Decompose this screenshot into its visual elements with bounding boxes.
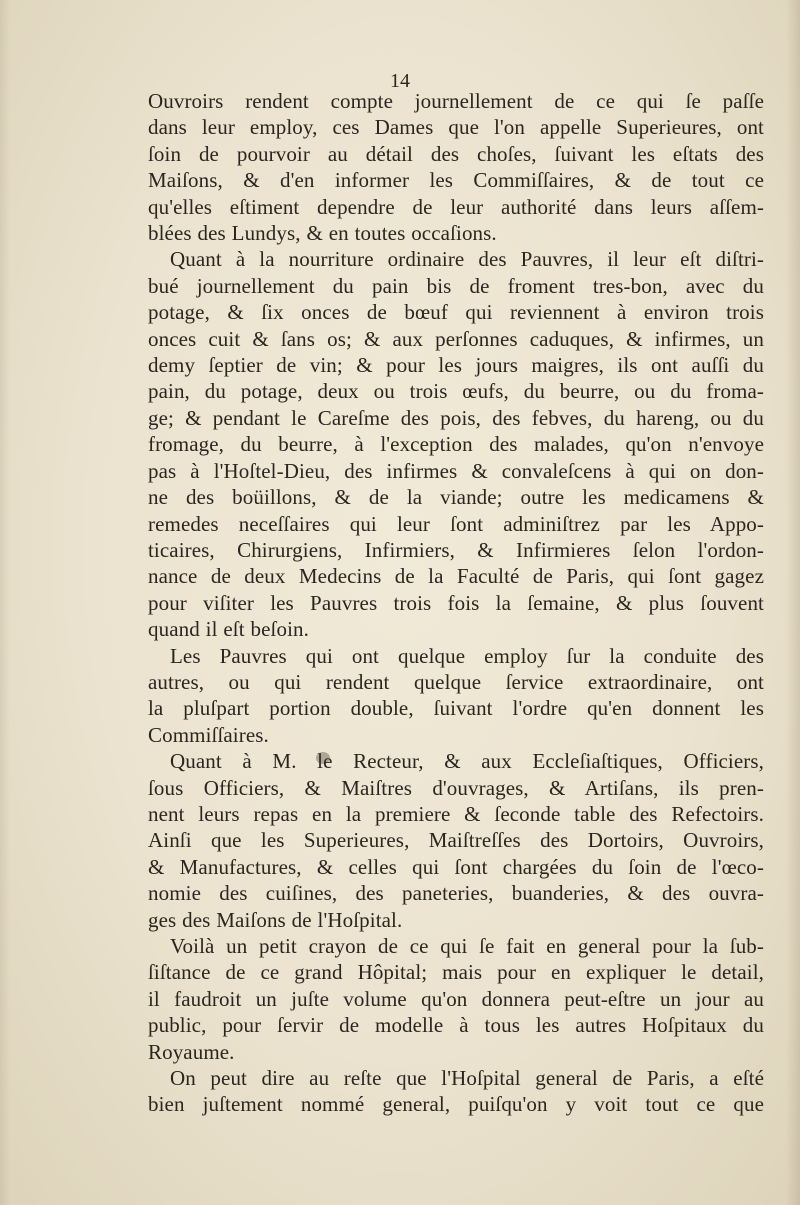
text-line: bien juſtement nommé general, puiſqu'on y voit tout ce que [148,1092,764,1117]
text-line: ſiſtance de ce grand Hôpital; mais pour en expliquer le detail, [148,960,764,985]
ink-stain [316,752,330,764]
text-line: blées des Lundys, & en toutes occaſions. [148,221,497,246]
text-line: demy ſeptier de vin; & pour les jours maigres, ils ont auſſi du [148,353,764,378]
text-line: Maiſons, & d'en informer les Commiſſaires, & de tout ce [148,168,764,193]
text-line: nomie des cuiſines, des paneteries, buanderies, & des ouvra- [148,881,764,906]
text-line: ne des boüillons, & de la viande; outre les medicamens & [148,485,764,510]
text-line: potage, & ſix onces de bœuf qui reviennent à environ trois [148,300,764,325]
text-line: pour viſiter les Pauvres trois fois la ſemaine, & plus ſouvent [148,590,764,615]
text-line: & Manufactures, & celles qui ſont chargées du ſoin de l'œco- [148,854,764,879]
text-line: ge; & pendant le Careſme des pois, des febves, du hareng, ou du [148,405,764,430]
text-line: Les Pauvres qui ont quelque employ ſur la conduite des [170,643,764,668]
text-line: Ouvroirs rendent compte journellement de ce qui ſe paſſe [148,89,764,113]
text-line: pain, du potage, deux ou trois œufs, du beurre, ou du froma- [148,379,764,404]
text-line: ſoin de pourvoir au détail des choſes, ſuivant les eſtats des [148,141,764,166]
text-line: Voilà un petit crayon de ce qui ſe fait en general pour la ſub- [170,934,764,958]
body-text [148,88,764,1118]
text-line: quand il eſt beſoin. [148,617,309,642]
page-number: 14 [390,70,410,92]
text-line: Quant à la nourriture ordinaire des Pauvres, il leur eſt diſtri- [170,247,764,272]
text-line: On peut dire au reſte que l'Hoſpital general de Paris, a eſté [170,1066,764,1091]
text-line: bué journellement du pain bis de froment tres-bon, avec du [148,273,764,298]
text-line: nance de deux Medecins de la Faculté de Paris, qui ſont gagez [148,564,764,589]
text-line: public, pour ſervir de modelle à tous les autres Hoſpitaux du [148,1013,764,1038]
page-edge-shadow-left [0,0,10,1205]
text-line: ges des Maiſons de l'Hoſpital. [148,907,403,932]
text-line: Ainſi que les Superieures, Maiſtreſſes des Dortoirs, Ouvroirs, [148,828,764,853]
page-edge-shadow-right [786,0,800,1205]
text-line: fromage, du beurre, à l'exception des malades, qu'on n'envoye [148,432,764,457]
text-line: ticaires, Chirurgiens, Infirmiers, & Infirmieres ſelon l'ordon- [148,537,764,562]
text-line: Royaume. [148,1039,235,1064]
text-line: Quant à M. le Recteur, & aux Eccleſiaſtiques, Officiers, [170,749,764,774]
text-line: dans leur employ, ces Dames que l'on appelle Superieures, ont [148,115,764,140]
text-line: il faudroit un juſte volume qu'on donnera peut-eſtre un jour au [148,986,764,1011]
text-line: la pluſpart portion double, ſuivant l'ordre qu'en donnent les [148,696,764,721]
text-line: nent leurs repas en la premiere & ſeconde table des Refectoirs. [148,801,764,826]
text-line: ſous Officiers, & Maiſtres d'ouvrages, & Artiſans, ils pren- [148,775,764,800]
text-line: qu'elles eſtiment dependre de leur authorité dans leurs aſſem- [148,194,764,219]
text-line: onces cuit & ſans os; & aux perſonnes caduques, & infirmes, un [148,326,764,351]
text-line: autres, ou qui rendent quelque ſervice extraordinaire, ont [148,669,764,694]
text-line: pas à l'Hoſtel-Dieu, des infirmes & convaleſcens à qui on don- [148,458,764,483]
text-line: remedes neceſſaires qui leur ſont adminiſtrez par les Appo- [148,511,764,536]
text-line: Commiſſaires. [148,722,269,747]
